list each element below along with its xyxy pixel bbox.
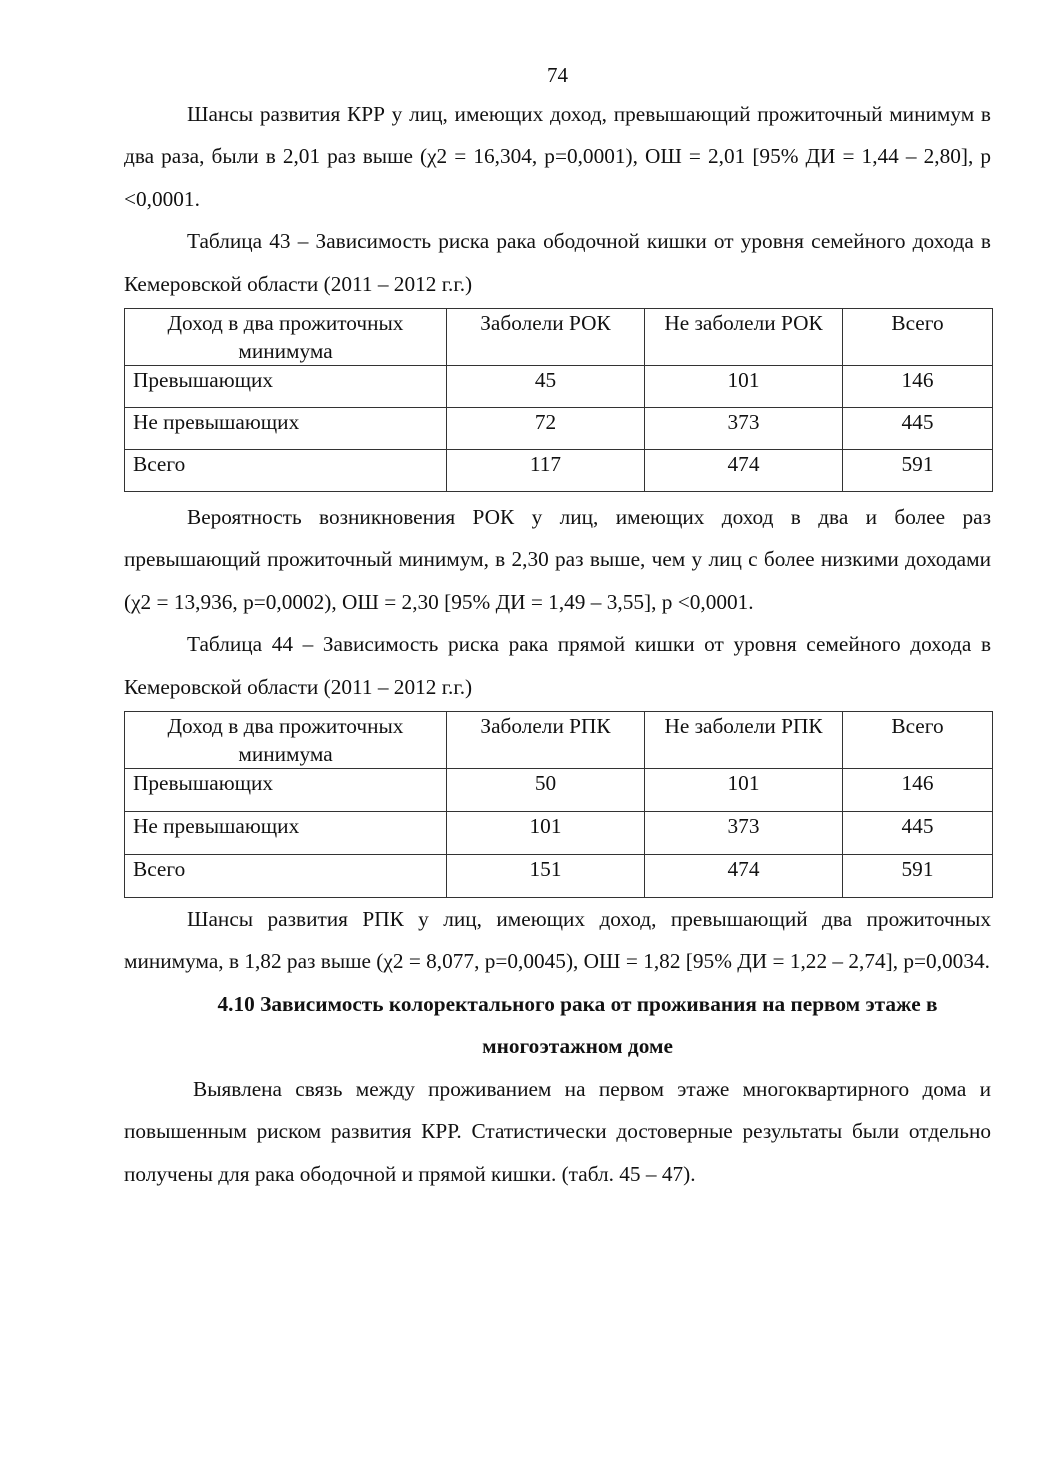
- row-label: Не превышающих: [125, 812, 447, 855]
- table44: [124, 711, 993, 898]
- cell: 591: [843, 450, 993, 492]
- table-row: [125, 812, 993, 855]
- paragraph-rpk-odds: Шансы развития РПК у лиц, имеющих доход, превышающий два прожиточных минимума, в 1,82 раз выше (χ2 = 8,077, p=0,0045), ОШ = 1,82 [95% ДИ = 1,22 – 2,74], p=0,0034.: [124, 907, 991, 974]
- section-heading: 4.10 Зависимость колоректального рака от проживания на первом этаже в многоэтажном доме: [217, 991, 938, 1059]
- table-row: [125, 366, 993, 408]
- paragraph-krr-odds: Шансы развития КРР у лиц, имеющих доход, превышающий прожиточный минимум в два раза, были в 2,01 раз выше (χ2 = 16,304, p=0,0001), ОШ = 2,01 [95% ДИ = 1,44 – 2,80], p <0,0001.: [124, 102, 991, 211]
- cell: 474: [645, 855, 843, 898]
- header-cell: Не заболели РОК: [645, 309, 843, 366]
- cell: 101: [447, 812, 645, 855]
- table-row: [125, 408, 993, 450]
- cell: 117: [447, 450, 645, 492]
- row-label: Всего: [125, 450, 447, 492]
- cell: 101: [645, 366, 843, 408]
- cell: 445: [843, 812, 993, 855]
- row-label: Превышающих: [125, 366, 447, 408]
- header-cell: Всего: [843, 712, 993, 769]
- cell: 72: [447, 408, 645, 450]
- page-number: 74: [547, 63, 568, 87]
- table43: [124, 308, 993, 492]
- cell: 151: [447, 855, 645, 898]
- table44-caption: Таблица 44 – Зависимость риска рака прямой кишки от уровня семейного дохода в Кемеровской области (2011 – 2012 г.г.): [124, 632, 991, 699]
- cell: 373: [645, 812, 843, 855]
- header-cell: Всего: [843, 309, 993, 366]
- cell: 445: [843, 408, 993, 450]
- row-label: Не превышающих: [125, 408, 447, 450]
- table-row: [125, 450, 993, 492]
- row-label: Превышающих: [125, 769, 447, 812]
- page: [124, 60, 991, 1195]
- table-header-row: [125, 712, 993, 769]
- cell: 50: [447, 769, 645, 812]
- cell: 146: [843, 769, 993, 812]
- paragraph-first-floor: Выявлена связь между проживанием на первом этаже многоквартирного дома и повышенным риском развития КРР. Статистически достоверные результаты были отдельно получены для рака ободочной и прямой кишки. (табл. 45 – 47).: [124, 1076, 991, 1186]
- table-header-row: [125, 309, 993, 366]
- cell: 474: [645, 450, 843, 492]
- header-cell: Не заболели РПК: [645, 712, 843, 769]
- cell: 146: [843, 366, 993, 408]
- header-cell: Заболели РПК: [447, 712, 645, 769]
- cell: 373: [645, 408, 843, 450]
- table-row: [125, 769, 993, 812]
- header-cell: Заболели РОК: [447, 309, 645, 366]
- table43-caption: Таблица 43 – Зависимость риска рака ободочной кишки от уровня семейного дохода в Кемеровской области (2011 – 2012 г.г.): [124, 229, 991, 296]
- header-cell: Доход в два прожиточных минимума: [125, 309, 447, 366]
- paragraph-rok-probability: Вероятность возникновения РОК у лиц, имеющих доход в два и более раз превышающий прожиточный минимум, в 2,30 раз выше, чем у лиц с более низкими доходами (χ2 = 13,936, p=0,0002), ОШ = 2,30 [95% ДИ = 1,49 – 3,55], p <0,0001.: [124, 505, 991, 614]
- header-cell: Доход в два прожиточных минимума: [125, 712, 447, 769]
- cell: 101: [645, 769, 843, 812]
- table-row: [125, 855, 993, 898]
- cell: 45: [447, 366, 645, 408]
- cell: 591: [843, 855, 993, 898]
- row-label: Всего: [125, 855, 447, 898]
